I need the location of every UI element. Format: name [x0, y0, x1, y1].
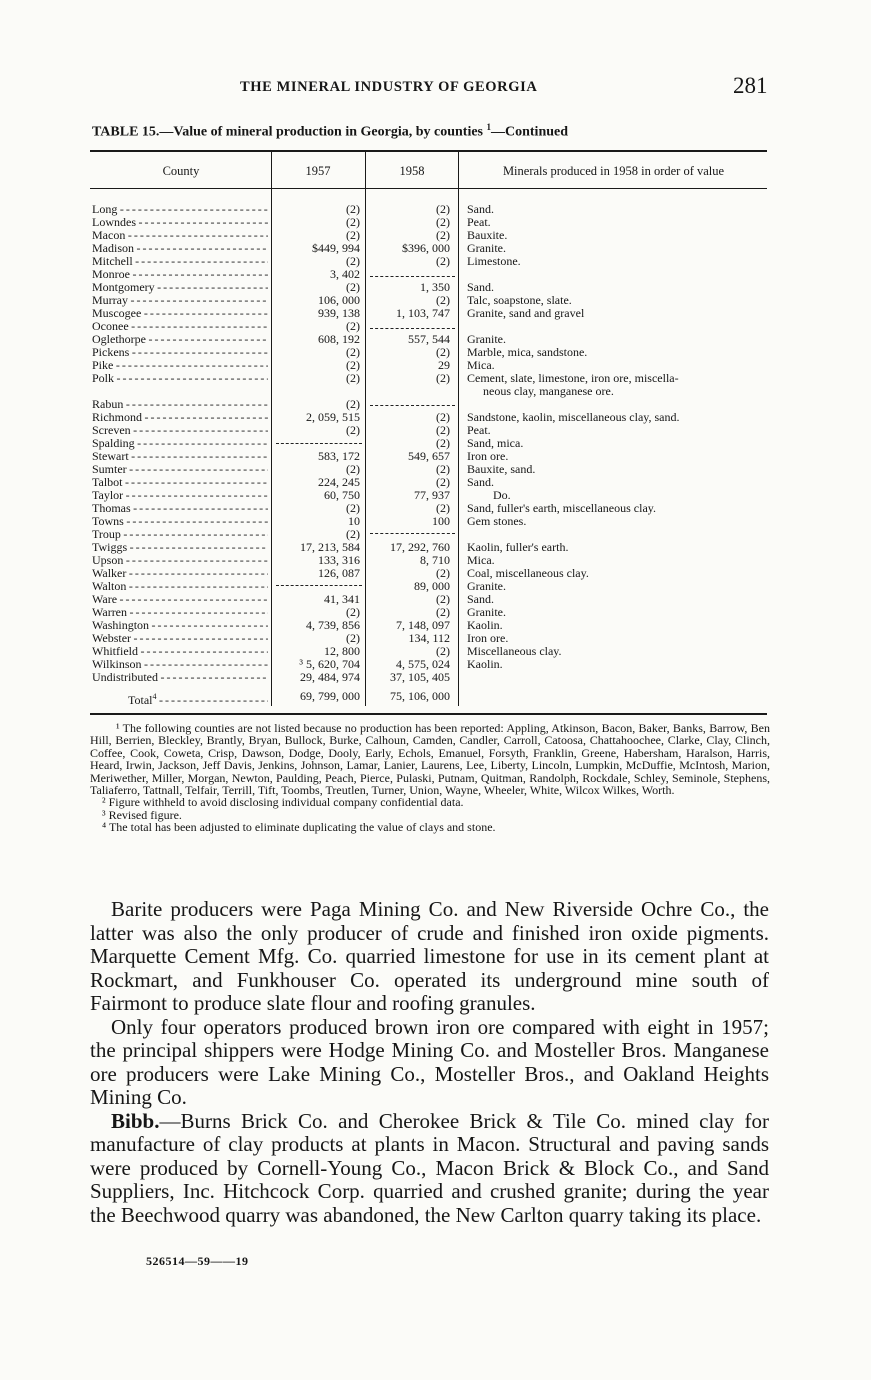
value-1958: (2) [436, 202, 450, 216]
minerals-produced: Do. [493, 488, 511, 502]
value-1957: (2) [346, 202, 360, 216]
value-1957: (2) [346, 215, 360, 229]
minerals-produced: Sandstone, kaolin, miscellaneous clay, sand. [467, 410, 680, 424]
minerals-produced: Gem stones. [467, 514, 527, 528]
county-name: Pike - - - [92, 359, 268, 372]
caption-footnote-ref: 1 [486, 122, 491, 132]
minerals-produced: Granite. [467, 332, 506, 346]
value-1958: 77, 937 [414, 488, 450, 502]
value-1958: 7, 148, 097 [396, 618, 450, 632]
minerals-produced: Sand. [467, 280, 494, 294]
value-1958: 100 [432, 514, 450, 528]
county-name: Talbot - - - [92, 476, 268, 489]
column-header-1958: 1958 [399, 164, 425, 178]
value-1957: 3, 402 [330, 267, 360, 281]
county-name: Washington - - - [92, 619, 268, 632]
value-1957: (2) [346, 605, 360, 619]
value-1957: 2, 059, 515 [306, 410, 360, 424]
value-1958: 17, 292, 760 [390, 540, 450, 554]
county-name: Oconee - - - [92, 320, 268, 333]
table-bottom-rule [90, 713, 767, 715]
minerals-produced: Peat. [467, 423, 491, 437]
county-name: Monroe - - - [92, 268, 268, 281]
minerals-produced: Sand. [467, 475, 494, 489]
value-1958: (2) [436, 462, 450, 476]
value-1957: (2) [346, 527, 360, 541]
table-row [0, 515, 871, 528]
value-1958: 134, 112 [408, 631, 450, 645]
value-1958: 549, 657 [408, 449, 450, 463]
value-1958: (2) [436, 254, 450, 268]
value-1957: ³ 5, 620, 704 [299, 657, 360, 671]
value-1957: (2) [346, 319, 360, 333]
minerals-produced: Cement, slate, limestone, iron ore, miscella- [467, 371, 679, 385]
column-header-county: County [162, 164, 200, 178]
print-code: 526514—59——19 [146, 1254, 249, 1268]
value-1957: 29, 484, 974 [300, 670, 360, 684]
total-1957: 69, 799, 000 [300, 689, 360, 703]
value-1957: 41, 341 [324, 592, 360, 606]
minerals-produced: Iron ore. [467, 449, 509, 463]
value-1957: (2) [346, 501, 360, 515]
county-name: Warren - - - [92, 606, 268, 619]
value-1958: (2) [436, 566, 450, 580]
minerals-produced: Sand. [467, 592, 494, 606]
table-row [0, 671, 871, 684]
column-header-minerals: Minerals produced in 1958 in order of value [502, 164, 725, 178]
table-top-rule [90, 150, 767, 152]
table-header-rule [90, 188, 767, 189]
table-row [0, 346, 871, 359]
value-1958: 1, 103, 747 [396, 306, 450, 320]
value-1958: (2) [436, 371, 450, 385]
minerals-produced: Sand, mica. [467, 436, 524, 450]
value-1958: (2) [436, 423, 450, 437]
county-name: Pickens - - - [92, 346, 268, 359]
county-name: Webster - - - [92, 632, 268, 645]
value-1958: 1, 350 [420, 280, 450, 294]
value-1957: 939, 138 [318, 306, 360, 320]
paragraph-bibb [90, 1110, 769, 1228]
value-1957: 17, 213, 584 [300, 540, 360, 554]
value-1958: $396, 000 [402, 241, 450, 255]
county-name: Lowndes - - - [92, 216, 268, 229]
minerals-produced: Peat. [467, 215, 491, 229]
minerals-produced-continued: neous clay, manganese ore. [483, 384, 614, 398]
county-name: Macon - - - [92, 229, 268, 242]
county-name: Richmond - - - [92, 411, 268, 424]
county-name: Muscogee - - - [92, 307, 268, 320]
body-text [90, 898, 769, 1227]
minerals-produced: Iron ore. [467, 631, 509, 645]
value-1958: (2) [436, 293, 450, 307]
minerals-produced: Bauxite, sand. [467, 462, 536, 476]
minerals-produced: Limestone. [467, 254, 521, 268]
value-1957: 4, 739, 856 [306, 618, 360, 632]
value-1957: (2) [346, 371, 360, 385]
county-name: Towns - - - [92, 515, 268, 528]
value-1957: 224, 245 [318, 475, 360, 489]
caption-continued: —Continued [491, 124, 569, 140]
paragraph-bibb-text: —Burns Brick Co. and Cherokee Brick & Tile Co. mined clay for manufacture of clay products at plants in Macon. Structural and paving sands were produced by Cornell-Young Co., Macon Brick & Block Co., and Sand Suppliers, Inc. Hitchcock Corp. quarried and crushed granite; during the year the Beechwood quarry was abandoned, the New Carlton quarry taking its place. [90, 1108, 769, 1227]
county-name: Murray - - - [92, 294, 268, 307]
value-1957: 60, 750 [324, 488, 360, 502]
county-name: Montgomery - - - [92, 281, 268, 294]
county-name: Oglethorpe - - - [92, 333, 268, 346]
paragraph-iron-ore: Only four operators produced brown iron ore compared with eight in 1957; the principal shippers were Hodge Mining Co. and Mosteller Bros. Manganese ore producers were Lake Mining Co., Mosteller Bros., and Oakland Heights Mining Co. [90, 1014, 769, 1109]
county-heading-bibb: Bibb. [111, 1108, 160, 1133]
value-1958: 557, 544 [408, 332, 450, 346]
county-name: Rabun - - - [92, 398, 268, 411]
county-name: Undistributed - - - [92, 671, 268, 684]
table-row [0, 371, 871, 398]
value-1958: (2) [436, 345, 450, 359]
total-label: Total$^4$ - - - [128, 690, 268, 707]
county-name: Walker - - - [92, 567, 268, 580]
value-1957: (2) [346, 462, 360, 476]
total-footnote-ref: 4 [152, 692, 157, 701]
county-name: Walton - - - [92, 580, 268, 593]
minerals-produced: Kaolin. [467, 657, 503, 671]
value-1958: (2) [436, 501, 450, 515]
county-name: Madison - - - [92, 242, 268, 255]
county-name: Long - - - [92, 203, 268, 216]
value-1957: (2) [346, 228, 360, 242]
value-1957: 126, 087 [318, 566, 360, 580]
county-name: Screven - - - [92, 424, 268, 437]
value-1958: (2) [436, 605, 450, 619]
county-name: Taylor - - - [92, 489, 268, 502]
value-1957: (2) [346, 423, 360, 437]
caption-text: TABLE 15.—Value of mineral production in Georgia, by counties [92, 124, 483, 140]
county-name: Thomas - - - [92, 502, 268, 515]
value-1958: (2) [436, 592, 450, 606]
county-name: Mitchell - - - [92, 255, 268, 268]
minerals-produced: Granite. [467, 241, 506, 255]
footnote-3: ³ Revised figure. [102, 807, 182, 822]
value-1958: 37, 105, 405 [390, 670, 450, 684]
minerals-produced: Granite. [467, 605, 506, 619]
value-1958: 89, 000 [414, 579, 450, 593]
running-title: THE MINERAL INDUSTRY OF GEORGIA [240, 79, 538, 95]
page-number: 281 [733, 73, 768, 98]
minerals-produced: Sand. [467, 202, 494, 216]
table-row [0, 307, 871, 320]
county-name: Whitfield - - - [92, 645, 268, 658]
value-1957: (2) [346, 397, 360, 411]
value-1958: (2) [436, 644, 450, 658]
value-1957: (2) [346, 358, 360, 372]
table-footnotes [90, 722, 770, 834]
county-name: Wilkinson - - - [92, 658, 268, 671]
table-caption [92, 122, 568, 141]
county-name: Troup - - - [92, 528, 268, 541]
value-1957: (2) [346, 631, 360, 645]
paragraph-barite: Barite producers were Paga Mining Co. and New Riverside Ochre Co., the latter was also the only producer of crude and finished iron oxide pigments. Marquette Cement Mfg. Co. quarried limestone for use in its cement plant at Rockmart, and Funkhouser Co. operated its underground mine south of Fairmont to produce slate flour and roofing granules. [90, 897, 769, 1015]
minerals-produced: Marble, mica, sandstone. [467, 345, 588, 359]
value-1957: (2) [346, 254, 360, 268]
value-1958: (2) [436, 410, 450, 424]
county-name: Spalding - - - [92, 437, 268, 450]
value-1957: $449, 994 [312, 241, 360, 255]
value-1957: 12, 800 [324, 644, 360, 658]
minerals-produced: Miscellaneous clay. [467, 644, 562, 658]
value-1957: 10 [348, 514, 360, 528]
county-name: Twiggs - - - [92, 541, 268, 554]
value-1958: (2) [436, 475, 450, 489]
minerals-produced: Granite. [467, 579, 506, 593]
value-1957: 608, 192 [318, 332, 360, 346]
footnote-4: ⁴ The total has been adjusted to eliminate duplicating the value of clays and stone. [102, 820, 496, 835]
value-1958: 4, 575, 024 [396, 657, 450, 671]
value-1957: (2) [346, 280, 360, 294]
minerals-produced: Kaolin. [467, 618, 503, 632]
minerals-produced: Mica. [467, 358, 495, 372]
total-1958: 75, 106, 000 [390, 689, 450, 703]
minerals-produced: Talc, soapstone, slate. [467, 293, 572, 307]
county-name: Polk - - - [92, 372, 268, 385]
minerals-produced: Bauxite. [467, 228, 508, 242]
footnote-1: ¹ The following counties are not listed because no production has been reported: Appling, Atkinson, Bacon, Baker, Banks, Barrow, Ben Hill, Berrien, Bleckley, Brantly, Bryan, Bullock, Burke, Calhoun, Camden, Candler, Carroll, Catoosa, Chattahoochee, Clarke, Clay, Clinch, Coffee, Cook, Coweta, Crisp, Dawson, Dodge, Dooly, Early, Echols, Emanuel, Forsyth, Franklin, Greene, Habersham, Haralson, Harris, Heard, Irwin, Jackson, Jeff Davis, Jenkins, Johnson, Lamar, Lanier, Laurens, Lee, Liberty, Lincoln, Lumpkin, McDuffie, McIntosh, Marion, Meriwether, Miller, Morgan, Newton, Paulding, Peach, Pierce, Pulaski, Putnam, Quitman, Randolph, Rockdale, Schley, Seminole, Stephens, Taliaferro, Tattnall, Telfair, Terrill, Tift, Toombs, Treutlen, Turner, Union, Wayne, Wheeler, White, Wilcox Wilkes, Worth. [90, 721, 770, 798]
value-1958: 8, 710 [420, 553, 450, 567]
value-1957: (2) [346, 345, 360, 359]
value-1958: (2) [436, 436, 450, 450]
value-1958: (2) [436, 228, 450, 242]
column-header-1957: 1957 [305, 164, 331, 178]
footnote-2: ² Figure withheld to avoid disclosing individual company confidential data. [102, 795, 464, 810]
value-1957: 106, 000 [318, 293, 360, 307]
value-1958: (2) [436, 215, 450, 229]
minerals-produced: Sand, fuller's earth, miscellaneous clay. [467, 501, 656, 515]
minerals-produced: Mica. [467, 553, 495, 567]
minerals-produced: Granite, sand and gravel [467, 306, 585, 320]
county-name: Upson - - - [92, 554, 268, 567]
table-row [0, 255, 871, 268]
minerals-produced: Coal, miscellaneous clay. [467, 566, 589, 580]
minerals-produced: Kaolin, fuller's earth. [467, 540, 569, 554]
value-1957: 583, 172 [318, 449, 360, 463]
value-1958: 29 [438, 358, 450, 372]
value-1957: 133, 316 [318, 553, 360, 567]
county-name: Sumter - - - [92, 463, 268, 476]
county-name: Stewart - - - [92, 450, 268, 463]
table-total-row [0, 689, 871, 707]
county-name: Ware - - - [92, 593, 268, 606]
